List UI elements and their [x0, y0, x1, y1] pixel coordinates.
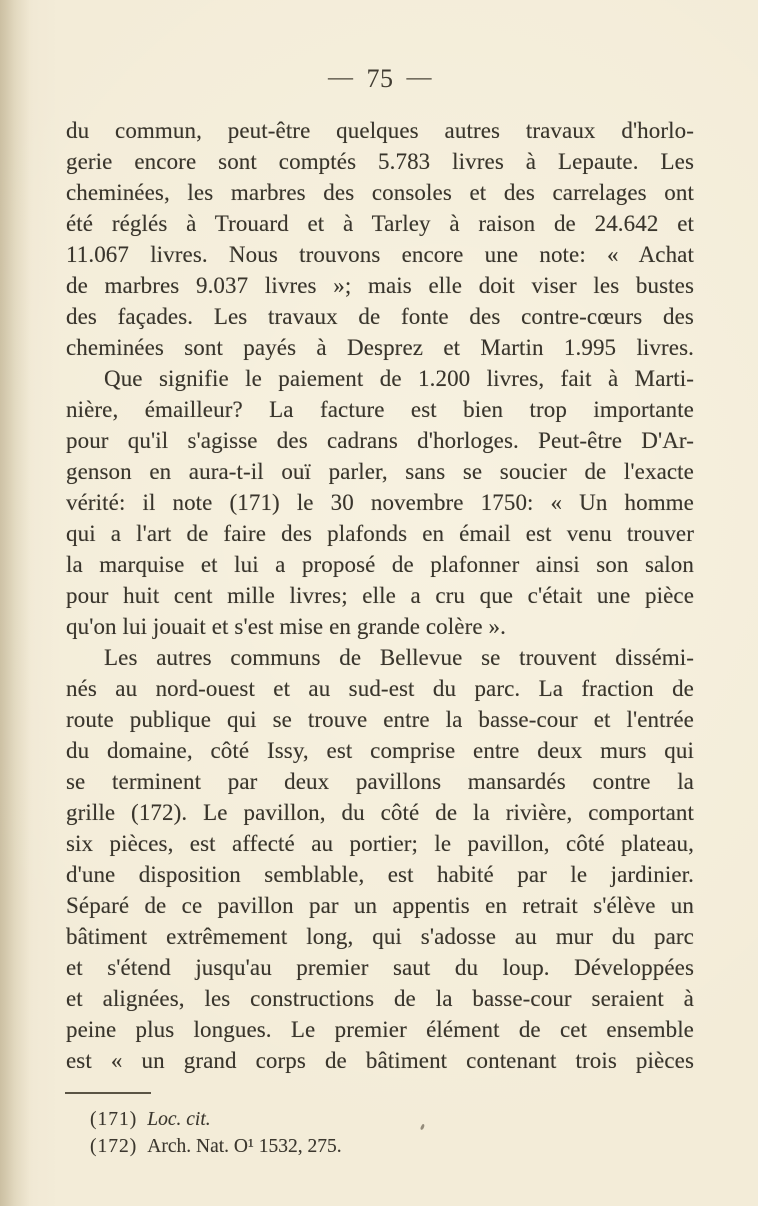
- body-line: grille (172). Le pavillon, du côté de la rivière, comportant: [66, 800, 694, 825]
- body-line: est « un grand corps de bâtiment contenant trois pièces: [66, 1048, 694, 1073]
- body-line: six pièces, est affecté au portier; le pavillon, côté plateau,: [66, 831, 694, 856]
- page-number-dash-right: —: [406, 64, 432, 91]
- body-line: et alignées, les constructions de la basse-cour seraient à: [66, 986, 694, 1011]
- body-line: Séparé de ce pavillon par un appentis en retrait s'élève un: [66, 893, 694, 918]
- body-line: nière, émailleur? La facture est bien trop importante: [66, 397, 694, 422]
- footnote-171-marker: (171): [90, 1109, 138, 1130]
- body-line: du commun, peut-être quelques autres travaux d'horlo-: [66, 118, 694, 143]
- body-line: du domaine, côté Issy, est comprise entre deux murs qui: [66, 738, 694, 763]
- body-line: se terminent par deux pavillons mansardés contre la: [66, 769, 694, 794]
- body-line: des façades. Les travaux de fonte des contre-cœurs des: [66, 304, 694, 329]
- body-line: route publique qui se trouve entre la basse-cour et l'entrée: [66, 707, 694, 732]
- body-line: de marbres 9.037 livres »; mais elle doit viser les bustes: [66, 273, 694, 298]
- body-line: cheminées, les marbres des consoles et des carrelages ont: [66, 180, 694, 205]
- footnotes: [90, 1106, 650, 1160]
- body-line: Les autres communs de Bellevue se trouvent dissémi-: [104, 645, 694, 670]
- body-line: qui a l'art de faire des plafonds en émail est venu trouver: [66, 521, 694, 546]
- body-line: Que signifie le paiement de 1.200 livres, fait à Marti-: [104, 366, 694, 391]
- footnote-171-text: Loc. cit.: [147, 1109, 211, 1130]
- footnote-separator: [65, 1092, 151, 1094]
- body-line: 11.067 livres. Nous trouvons encore une note: « Achat: [66, 242, 694, 267]
- body-line: d'une disposition semblable, est habité par le jardinier.: [66, 862, 694, 887]
- body-line: cheminées sont payés à Desprez et Martin 1.995 livres.: [66, 335, 694, 360]
- page-number: 75: [366, 64, 394, 93]
- footnote-172-text: Arch. Nat. O¹ 1532, 275.: [147, 1136, 342, 1157]
- body-line: bâtiment extrêmement long, qui s'adosse au mur du parc: [66, 924, 694, 949]
- body-line: genson en aura-t-il ouï parler, sans se soucier de l'exacte: [66, 459, 694, 484]
- body-line: peine plus longues. Le premier élément de cet ensemble: [66, 1017, 694, 1042]
- footnote-171: [90, 1106, 650, 1133]
- body-line: nés au nord-ouest et au sud-est du parc. La fraction de: [66, 676, 694, 701]
- body-line: et s'étend jusqu'au premier saut du loup. Développées: [66, 955, 694, 980]
- body-line: gerie encore sont comptés 5.783 livres à Lepaute. Les: [66, 149, 694, 174]
- body-line: été réglés à Trouard et à Tarley à raison de 24.642 et: [66, 211, 694, 236]
- body-line: qu'on lui jouait et s'est mise en grande colère ».: [66, 614, 506, 639]
- body-line: pour huit cent mille livres; elle a cru que c'était une pièce: [66, 583, 694, 608]
- footnote-172: [90, 1133, 650, 1160]
- body-line: la marquise et lui a proposé de plafonner ainsi son salon: [66, 552, 694, 577]
- footnote-172-marker: (172): [90, 1136, 138, 1157]
- page-number-row: [66, 64, 694, 94]
- binding-edge-shadow: [0, 0, 30, 1206]
- body-line: pour qu'il s'agisse des cadrans d'horloges. Peut-être D'Ar-: [66, 428, 694, 453]
- body-text: [66, 115, 694, 1076]
- body-line: vérité: il note (171) le 30 novembre 1750: « Un homme: [66, 490, 694, 515]
- page-number-dash-left: —: [328, 64, 354, 91]
